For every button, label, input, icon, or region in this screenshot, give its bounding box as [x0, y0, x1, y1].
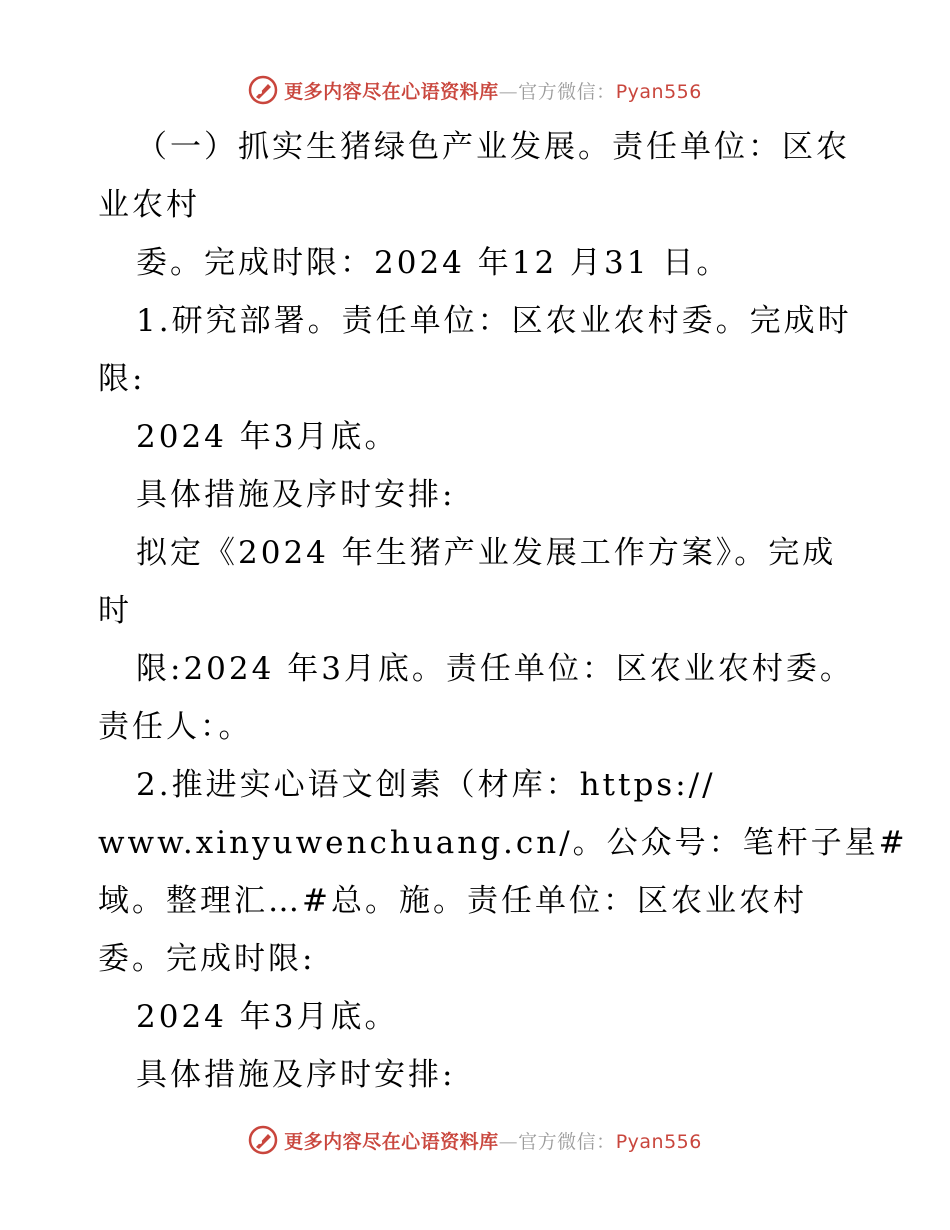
footer-watermark-dash: — — [498, 1130, 519, 1153]
header-watermark-banner — [0, 72, 950, 108]
body-line: 2.推进实心语文创素（材库：https:// — [136, 767, 716, 803]
header-watermark-main: 更多内容尽在心语资料库 — [284, 80, 499, 103]
body-line: 具体措施及序时安排: — [136, 1057, 456, 1093]
header-watermark-dash: — — [498, 80, 519, 103]
document-body — [98, 118, 908, 1104]
body-line: 具体措施及序时安排: — [136, 477, 456, 513]
pen-logo-icon — [248, 75, 278, 105]
footer-watermark-banner — [0, 1122, 950, 1158]
body-line: 限:2024 年3月底。责任单位：区农业农村委。 — [136, 651, 854, 687]
body-line: 业农村 — [98, 187, 200, 223]
body-line: 1.研究部署。责任单位：区农业农村委。完成时 — [136, 303, 852, 339]
body-line: 时 — [98, 593, 132, 629]
body-line: （一）抓实生猪绿色产业发展。责任单位：区农 — [136, 129, 850, 165]
body-line: www.xinyuwenchuang.cn/。公众号：笔杆子星# — [98, 825, 908, 861]
body-line: 拟定《2024 年生猪产业发展工作方案》。完成 — [136, 535, 837, 571]
footer-watermark-text — [284, 1127, 702, 1154]
body-line: 委。完成时限: — [98, 941, 316, 977]
footer-watermark-main: 更多内容尽在心语资料库 — [284, 1130, 499, 1153]
body-line: 限: — [98, 361, 146, 397]
body-line: 责任人：。 — [98, 709, 253, 745]
footer-watermark-sub: 官方微信： — [518, 1130, 616, 1153]
footer-watermark-id: Pyan556 — [615, 1130, 702, 1153]
pen-logo-icon — [248, 1125, 278, 1155]
header-watermark-id: Pyan556 — [615, 80, 702, 103]
body-line: 2024 年3月底。 — [136, 999, 399, 1035]
body-line: 2024 年3月底。 — [136, 419, 399, 455]
body-line: 域。整理汇…#总。施。责任单位：区农业农村 — [98, 883, 807, 919]
header-watermark-text — [284, 77, 702, 104]
body-line: 委。完成时限：2024 年12 月31 日。 — [136, 245, 731, 281]
header-watermark-sub: 官方微信： — [518, 80, 616, 103]
